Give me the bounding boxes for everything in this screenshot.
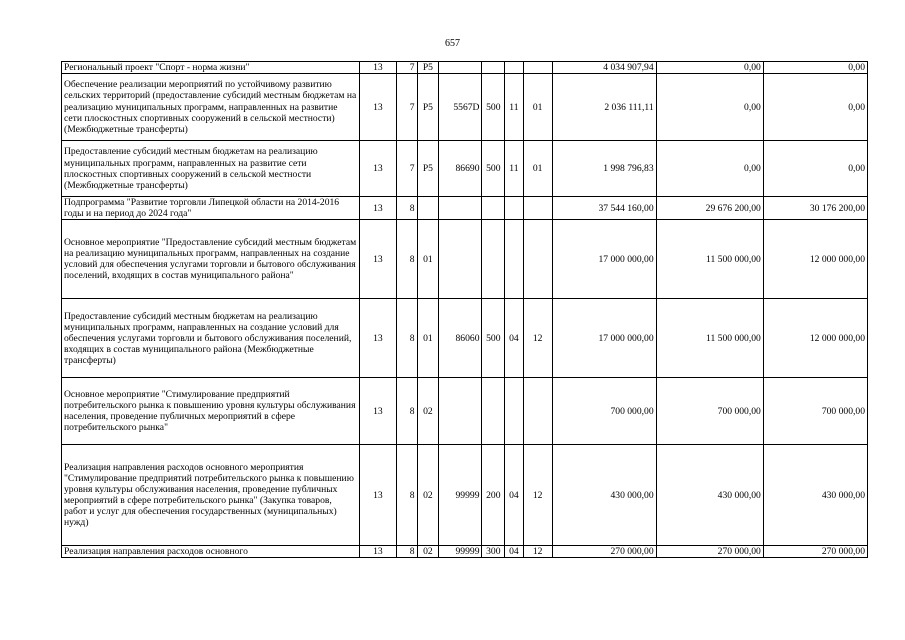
row-name-cell: Предоставление субсидий местным бюджетам на реализацию муниципальных программ, направленных на развитие сети плоскостных спортивных сооружений в сельской местности (Межбюджетные трансферты) xyxy=(62,141,360,197)
row-v3-cell: 0,00 xyxy=(763,74,867,141)
row-v3-cell: 30 176 200,00 xyxy=(763,197,867,220)
row-c1-cell: 13 xyxy=(359,445,396,546)
row-v2-cell: 0,00 xyxy=(656,62,763,74)
row-v3-cell: 0,00 xyxy=(763,141,867,197)
row-c1-cell: 13 xyxy=(359,378,396,445)
row-c3-cell: P5 xyxy=(417,62,439,74)
row-c5-cell: 200 xyxy=(482,445,505,546)
row-c1-cell: 13 xyxy=(359,62,396,74)
row-c6-cell xyxy=(505,62,524,74)
table-row xyxy=(62,197,868,220)
row-name-cell: Основное мероприятие "Стимулирование предприятий потребительского рынка к повышению уровня культуры обслуживания населения, проведение публичных мероприятий в сфере потребительского рынка" xyxy=(62,378,360,445)
row-c5-cell: 500 xyxy=(482,299,505,378)
row-c5-cell: 500 xyxy=(482,141,505,197)
row-c2-cell: 8 xyxy=(396,220,417,299)
row-c2-cell: 8 xyxy=(396,378,417,445)
row-c3-cell: 02 xyxy=(417,378,439,445)
row-name-cell: Реализация направления расходов основного xyxy=(62,546,360,558)
row-c7-cell xyxy=(523,62,552,74)
row-name-cell: Обеспечение реализации мероприятий по устойчивому развитию сельских территорий (предоставление субсидий местным бюджетам на реализацию муниципальных программ, направленных на развитие сети плоскостных спортивных сооружений в сельской местности) (Межбюджетные трансферты) xyxy=(62,74,360,141)
row-c7-cell: 01 xyxy=(523,141,552,197)
table-row xyxy=(62,220,868,299)
row-c6-cell: 04 xyxy=(505,546,524,558)
row-c1-cell: 13 xyxy=(359,74,396,141)
row-v3-cell: 700 000,00 xyxy=(763,378,867,445)
row-c6-cell: 04 xyxy=(505,445,524,546)
row-name-cell: Региональный проект "Спорт - норма жизни" xyxy=(62,62,360,74)
row-v3-cell: 270 000,00 xyxy=(763,546,867,558)
table-row xyxy=(62,299,868,378)
row-name-cell: Основное мероприятие "Предоставление субсидий местным бюджетам на реализацию муниципальных программ, направленных на создание условий для обеспечения услугами торговли и бытового обслуживания поселений, входящих в состав муниципального района" xyxy=(62,220,360,299)
page-number: 657 xyxy=(445,38,460,49)
row-c3-cell: P5 xyxy=(417,141,439,197)
row-c7-cell: 12 xyxy=(523,546,552,558)
row-v2-cell: 0,00 xyxy=(656,74,763,141)
row-v1-cell: 4 034 907,94 xyxy=(552,62,656,74)
row-c6-cell: 04 xyxy=(505,299,524,378)
row-v1-cell: 17 000 000,00 xyxy=(552,220,656,299)
row-v1-cell: 430 000,00 xyxy=(552,445,656,546)
row-c1-cell: 13 xyxy=(359,141,396,197)
row-v2-cell: 11 500 000,00 xyxy=(656,220,763,299)
row-c4-cell: 99999 xyxy=(439,445,482,546)
row-v2-cell: 29 676 200,00 xyxy=(656,197,763,220)
row-c1-cell: 13 xyxy=(359,299,396,378)
row-v3-cell: 12 000 000,00 xyxy=(763,220,867,299)
row-c4-cell: 86690 xyxy=(439,141,482,197)
row-v1-cell: 17 000 000,00 xyxy=(552,299,656,378)
row-c7-cell xyxy=(523,220,552,299)
row-c2-cell: 7 xyxy=(396,141,417,197)
row-c2-cell: 8 xyxy=(396,197,417,220)
row-c3-cell: 01 xyxy=(417,220,439,299)
row-c5-cell xyxy=(482,378,505,445)
row-c4-cell: 5567D xyxy=(439,74,482,141)
row-c5-cell: 300 xyxy=(482,546,505,558)
row-c2-cell: 8 xyxy=(396,546,417,558)
row-v1-cell: 2 036 111,11 xyxy=(552,74,656,141)
row-c5-cell xyxy=(482,220,505,299)
row-v3-cell: 0,00 xyxy=(763,62,867,74)
row-v1-cell: 1 998 796,83 xyxy=(552,141,656,197)
row-c6-cell xyxy=(505,378,524,445)
row-c6-cell xyxy=(505,197,524,220)
row-c7-cell xyxy=(523,197,552,220)
table-row xyxy=(62,445,868,546)
row-name-cell: Предоставление субсидий местным бюджетам на реализацию муниципальных программ, направленных на создание условий для обеспечения услугами торговли и бытового обслуживания поселений, входящих в состав муниципального района (Межбюджетные трансферты) xyxy=(62,299,360,378)
row-c1-cell: 13 xyxy=(359,220,396,299)
row-name-cell: Реализация направления расходов основного мероприятия "Стимулирование предприятий потребительского рынка к повышению уровня культуры обслуживания населения, проведение публичных мероприятий в сфере потребительского рынка" (Закупка товаров, работ и услуг для обеспечения государственных (муниципальных) нужд) xyxy=(62,445,360,546)
row-c6-cell xyxy=(505,220,524,299)
row-c4-cell xyxy=(439,197,482,220)
table-row xyxy=(62,378,868,445)
row-c3-cell: 01 xyxy=(417,299,439,378)
row-v3-cell: 430 000,00 xyxy=(763,445,867,546)
row-c3-cell xyxy=(417,197,439,220)
row-c5-cell xyxy=(482,62,505,74)
table-row xyxy=(62,546,868,558)
row-v1-cell: 270 000,00 xyxy=(552,546,656,558)
row-c7-cell xyxy=(523,378,552,445)
row-c4-cell xyxy=(439,62,482,74)
row-c7-cell: 12 xyxy=(523,299,552,378)
row-v2-cell: 700 000,00 xyxy=(656,378,763,445)
row-c4-cell: 99999 xyxy=(439,546,482,558)
row-v1-cell: 37 544 160,00 xyxy=(552,197,656,220)
row-c2-cell: 8 xyxy=(396,299,417,378)
row-v2-cell: 270 000,00 xyxy=(656,546,763,558)
row-c3-cell: 02 xyxy=(417,445,439,546)
row-c4-cell: 86060 xyxy=(439,299,482,378)
row-c3-cell: P5 xyxy=(417,74,439,141)
budget-table xyxy=(61,61,868,558)
table-row xyxy=(62,141,868,197)
row-c6-cell: 11 xyxy=(505,141,524,197)
row-c5-cell: 500 xyxy=(482,74,505,141)
row-c5-cell xyxy=(482,197,505,220)
table-row xyxy=(62,74,868,141)
row-c6-cell: 11 xyxy=(505,74,524,141)
row-c2-cell: 7 xyxy=(396,62,417,74)
row-name-cell: Подпрограмма "Развитие торговли Липецкой области на 2014-2016 годы и на период до 2024 года" xyxy=(62,197,360,220)
row-c2-cell: 8 xyxy=(396,445,417,546)
row-c1-cell: 13 xyxy=(359,197,396,220)
row-v1-cell: 700 000,00 xyxy=(552,378,656,445)
row-c3-cell: 02 xyxy=(417,546,439,558)
row-c7-cell: 12 xyxy=(523,445,552,546)
row-c4-cell xyxy=(439,220,482,299)
row-c2-cell: 7 xyxy=(396,74,417,141)
row-c1-cell: 13 xyxy=(359,546,396,558)
row-v2-cell: 430 000,00 xyxy=(656,445,763,546)
row-v2-cell: 11 500 000,00 xyxy=(656,299,763,378)
row-c4-cell xyxy=(439,378,482,445)
table-row xyxy=(62,62,868,74)
row-v3-cell: 12 000 000,00 xyxy=(763,299,867,378)
row-v2-cell: 0,00 xyxy=(656,141,763,197)
row-c7-cell: 01 xyxy=(523,74,552,141)
